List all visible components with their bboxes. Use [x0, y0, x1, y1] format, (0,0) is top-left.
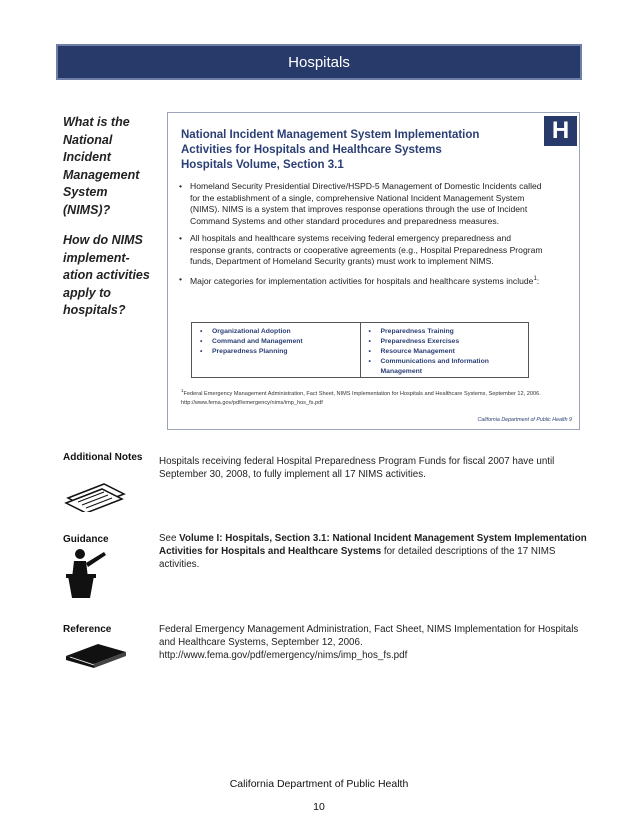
- callout-title-line: Hospitals Volume, Section 3.1: [181, 159, 344, 171]
- page-header-banner: [56, 44, 582, 80]
- bullet-end: :: [536, 275, 540, 286]
- page-title: Hospitals: [288, 53, 350, 71]
- category-label: Preparedness Planning: [212, 348, 288, 355]
- footnote-marker: 1: [533, 275, 537, 282]
- bullet-icon: •: [200, 348, 203, 355]
- category-item: [198, 347, 354, 357]
- guidance-bold: Volume I: Hospitals, Section 3.1: National Incident Management System Implementation Activities for Hospitals and Healthcare Systems: [159, 533, 587, 557]
- category-label: Organizational Adoption: [212, 328, 291, 335]
- category-label: Command and Management: [212, 338, 303, 345]
- category-item: [367, 347, 523, 357]
- categories-column-right: [360, 323, 529, 377]
- category-label: Preparedness Training: [380, 328, 454, 335]
- list-item: [176, 274, 544, 287]
- bullet-icon: •: [368, 358, 371, 365]
- guidance-text: [159, 532, 594, 571]
- book-icon: [64, 640, 128, 668]
- bullet-icon: •: [179, 273, 183, 284]
- section-badge: [544, 116, 577, 146]
- guidance-prefix: See: [159, 533, 180, 544]
- additional-notes-label: Additional Notes: [63, 452, 143, 463]
- list-item: [176, 233, 544, 268]
- categories-table: [191, 322, 529, 378]
- callout-box: [167, 112, 580, 430]
- category-label: Preparedness Exercises: [380, 338, 460, 345]
- callout-footnote: [181, 386, 569, 408]
- guidance-suffix: for detailed descriptions of the 17 NIMS activities.: [159, 546, 556, 570]
- categories-column-left: [192, 323, 360, 377]
- bullet-text: Homeland Security Presidential Directive/HSPD-5 Management of Domestic Incidents called for the establishment of a single, comprehensive National Incident Management System (NIMS). NIMS is a system that improves response operations through the use of Incident Command Systems and other standard procedures and preparedness measures.: [190, 181, 542, 226]
- bullet-icon: •: [200, 328, 203, 335]
- callout-bullet-list: [176, 181, 544, 293]
- question-apply: How do NIMS implement-ation activities apply to hospitals?: [63, 233, 150, 317]
- bullet-icon: •: [368, 348, 371, 355]
- notes-papers-icon: [64, 478, 128, 512]
- sidebar-question: [63, 114, 153, 333]
- category-item: [367, 357, 523, 377]
- footer-org: California Department of Public Health: [229, 778, 409, 790]
- category-label: Communications and Information Management: [380, 358, 489, 375]
- reference-label: Reference: [63, 624, 112, 635]
- category-item: [367, 327, 523, 337]
- reference-citation: Federal Emergency Management Administration, Fact Sheet, NIMS Implementation for Hospitals and Healthcare Systems, September 12, 2006.: [159, 624, 579, 648]
- footnote-text: Federal Emergency Management Administration, Fact Sheet, NIMS Implementation for Hospitals and Healthcare Systems, September 12, 2006.: [183, 390, 541, 397]
- bullet-icon: •: [179, 233, 183, 243]
- category-item: [198, 327, 354, 337]
- bullet-icon: •: [200, 338, 203, 345]
- footnote-citation: [181, 386, 569, 399]
- bullet-icon: •: [368, 328, 371, 335]
- speaker-podium-icon: [64, 548, 126, 598]
- bullet-icon: •: [368, 338, 371, 345]
- footnote-url[interactable]: http://www.fema.gov/pdf/emergency/nims/imp_hos_fs.pdf: [181, 399, 323, 406]
- callout-title-line: Activities for Hospitals and Healthcare Systems: [181, 144, 442, 156]
- callout-title: [181, 128, 521, 173]
- category-item: [198, 337, 354, 347]
- additional-notes-text: Hospitals receiving federal Hospital Preparedness Program Funds for fiscal 2007 have until September 30, 2008, to fully implement all 17 NIMS activities.: [159, 456, 555, 480]
- category-item: [367, 337, 523, 347]
- callout-credit: California Department of Public Health 9: [477, 417, 572, 423]
- footnote-number: 1: [181, 388, 184, 393]
- reference-url[interactable]: http://www.fema.gov/pdf/emergency/nims/imp_hos_fs.pdf: [159, 650, 408, 661]
- list-item: [176, 181, 544, 227]
- callout-title-line: National Incident Management System Implementation: [181, 129, 480, 141]
- bullet-text: Major categories for implementation activities for hospitals and healthcare systems include: [190, 275, 534, 286]
- bullet-icon: •: [179, 181, 183, 191]
- reference-text: [159, 623, 594, 662]
- section-badge-letter: H: [551, 117, 570, 144]
- guidance-label: Guidance: [63, 534, 109, 545]
- page-number: 10: [313, 801, 325, 813]
- category-label: Resource Management: [380, 348, 455, 355]
- bullet-text: All hospitals and healthcare systems receiving federal emergency preparedness and response grants, contracts or cooperative agreements (e.g., Hospital Preparedness Program funds, Department of Homeland Security grants) must work to implement NIMS.: [190, 233, 543, 266]
- question-nims: What is the National Incident Management System (NIMS)?: [63, 115, 140, 217]
